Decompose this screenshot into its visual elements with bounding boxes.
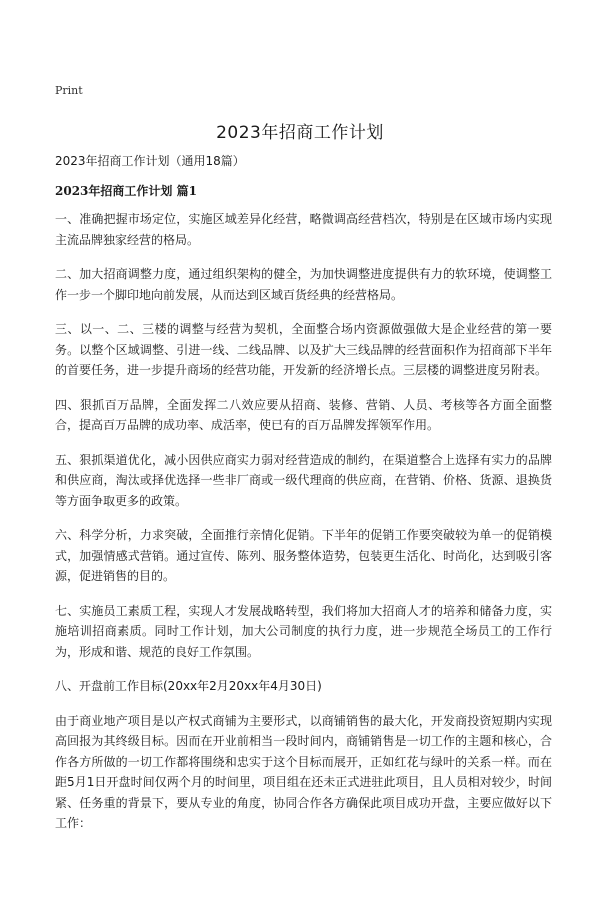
paragraph-8: 八、开盘前工作目标(20xx年2月20xx年4月30日) — [55, 679, 322, 693]
paragraph-1: 一、准确把握市场定位，实施区域差异化经营，略微调高经营档次，特别是在区域市场内实现主流品牌独家经营的格局。 — [55, 212, 552, 247]
paragraph-7: 七、实施员工素质工程，实现人才发展战略转型，我们将加大招商人才的培养和储备力度，实施培训招商素质。同时工作计划，加大公司制度的执行力度，进一步规范全场员工的工作行为，形成和谐、规范的良好工作氛围。 — [55, 603, 552, 659]
paragraph-5: 五、狠抓渠道优化，减小因供应商实力弱对经营造成的制约，在渠道整合上选择有实力的品牌和供应商，淘汰或择优选择一些非厂商或一级代理商的供应商，在营销、价格、货源、退换货等方面争取更多的政策。 — [55, 452, 552, 508]
section-heading: 2023年招商工作计划 篇1 — [55, 184, 197, 198]
paragraph-2: 二、加大招商调整力度，通过组织架构的健全，为加快调整进度提供有力的软环境，使调整工作一步一个脚印地向前发展，从而达到区域百货经典的经营格局。 — [55, 267, 552, 302]
document-body — [55, 151, 552, 848]
document-subtitle: 2023年招商工作计划（通用18篇） — [55, 154, 245, 168]
paragraph-3: 三、以一、二、三楼的调整与经营为契机，全面整合场内资源做强做大是企业经营的第一要务。以整个区域调整、引进一线、二线品牌、以及扩大三线品牌的经营面积作为招商部下半年的首要任务，进一步提升商场的经营功能，开发新的经济增长点。三层楼的调整进度另附表。 — [55, 322, 552, 377]
paragraph-9: 由于商业地产项目是以产权式商铺为主要形式，以商铺销售的最大化，开发商投资短期内实现高回报为其终级目标。因而在开业前相当一段时间内，商铺销售是一切工作的主题和核心，合作各方所做的一切工作都将围绕和忠实于这个目标而展开，正如红花与绿叶的关系一样。而在距5月1日开盘时间仅两个月的时间里，项目组在还未正式进驻此项目，且人员相对较少，时间紧、任务重的背景下，要从专业的角度，协同合作各方确保此项目成功开盘，主要应做好以下工作： — [55, 713, 552, 830]
document-title: 2023年招商工作计划 — [216, 123, 384, 143]
paragraph-6: 六、科学分析，力求突破，全面推行亲情化促销。下半年的促销工作要突破较为单一的促销模式，加强情感式营销。通过宣传、陈列、服务整体造势，包装更生活化、时尚化，达到吸引客源，促进销售的目的。 — [55, 528, 552, 583]
paragraph-4: 四、狠抓百万品牌，全面发挥二八效应要从招商、装修、营销、人员、考核等各方面全面整合，提高百万品牌的成功率、成活率，使已有的百万品牌发挥领军作用。 — [55, 397, 552, 432]
print-label: Print — [55, 84, 83, 97]
